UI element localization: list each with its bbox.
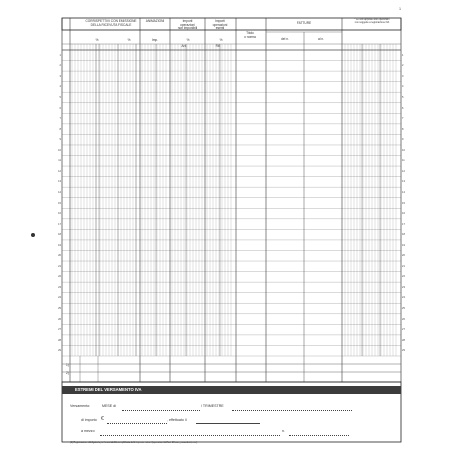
header-fatture-al: al n.	[317, 37, 325, 41]
row-number: 24	[58, 296, 61, 300]
row-number: 6	[402, 106, 404, 110]
row-number: 15	[58, 201, 61, 205]
effettuata-label: , effettuato il	[167, 418, 187, 422]
footnote: (1) Registrazione obbligatoria per la contabilità semplificata delle imprese minori (operazioni dell'art. 18 ecc.; procedenti, rec.)	[70, 442, 198, 444]
row-number: 25	[402, 307, 405, 311]
sub-art: Art.	[181, 44, 187, 48]
row-number: 11	[58, 159, 61, 163]
row-number: 26	[402, 317, 405, 321]
row-number: 15	[402, 201, 405, 205]
header-animazioni: ANIMAZIONI	[145, 19, 165, 23]
row-number: 1	[402, 53, 404, 57]
bottom-row-a: 1)	[66, 363, 69, 367]
header-fatture: FATTURE	[296, 21, 312, 25]
euro-symbol: €	[101, 416, 104, 422]
row-number: 9	[59, 138, 61, 142]
row-number: 20	[58, 254, 61, 258]
mezzo-number-field[interactable]	[289, 435, 349, 436]
sub-rif: Rif.	[215, 44, 221, 48]
row-number: 14	[58, 190, 61, 194]
sub-pct-1: %	[95, 38, 99, 42]
row-number: 1	[59, 53, 61, 57]
row-number: 2	[59, 64, 61, 68]
page-number: 1	[399, 7, 401, 11]
row-number: 24	[402, 296, 405, 300]
sub-pct-2: %	[127, 38, 131, 42]
row-number: 21	[402, 264, 405, 268]
binder-hole-icon	[31, 233, 35, 237]
importo-field[interactable]	[107, 423, 167, 424]
row-number: 3	[59, 74, 61, 78]
row-number: 27	[58, 328, 61, 332]
row-number: 8	[59, 127, 61, 131]
row-number: 29	[58, 349, 61, 353]
versamento-label: Versamento:	[70, 404, 91, 408]
row-number: 22	[402, 275, 405, 279]
row-number: 20	[402, 254, 405, 258]
row-number: 28	[402, 338, 405, 342]
header-importi-esenti: Importi operazioni esenti	[212, 19, 228, 31]
row-number: 27	[402, 328, 405, 332]
row-number: 11	[402, 159, 405, 163]
sub-imp: Imp.	[151, 38, 159, 42]
row-number: 19	[58, 243, 61, 247]
row-number: 3	[402, 74, 404, 78]
trimestre-field[interactable]	[232, 410, 352, 411]
mezzo-number-label: n.	[282, 429, 285, 433]
row-number: 13	[402, 180, 405, 184]
mese-field[interactable]	[122, 410, 200, 411]
header-corrispettivi: CORRISPETTIVI CON EMISSIONE DELLA RICEVUTA FISCALE	[85, 19, 137, 27]
bottom-row-b: 2)	[66, 371, 69, 375]
row-number: 19	[402, 243, 405, 247]
row-number: 13	[58, 180, 61, 184]
row-number: 14	[402, 190, 405, 194]
row-number: 17	[402, 222, 405, 226]
mezzo-label: a mezzo	[81, 429, 95, 433]
row-number: 4	[59, 85, 61, 89]
row-number: 18	[402, 233, 405, 237]
row-number: 9	[402, 138, 404, 142]
mese-label: MESE di	[102, 404, 116, 408]
row-number: 25	[58, 307, 61, 311]
row-number: 7	[402, 117, 404, 121]
row-number: 26	[58, 317, 61, 321]
sub-pct-4: %	[219, 38, 223, 42]
header-note: * Le voci apposte solo operazioni non soggette a registrazione IVA	[354, 18, 390, 24]
row-number: 28	[58, 338, 61, 342]
row-number: 10	[58, 148, 61, 152]
row-number: 17	[58, 222, 61, 226]
row-number: 22	[58, 275, 61, 279]
row-number: 8	[402, 127, 404, 131]
row-number: 4	[402, 85, 404, 89]
row-number: 21	[58, 264, 61, 268]
row-number: 16	[58, 212, 61, 216]
importo-label: di importo	[81, 418, 97, 422]
row-number: 10	[402, 148, 405, 152]
header-importi-operazioni: Importi operazioni non imponibili	[177, 19, 198, 31]
row-number: 29	[402, 349, 405, 353]
sub-pct-3: %	[186, 38, 190, 42]
row-number: 12	[58, 169, 61, 173]
effettuata-date-field[interactable]	[196, 416, 260, 424]
row-number: 23	[402, 285, 405, 289]
estremi-title: ESTREMI DEL VERSAMENTO IVA	[75, 387, 142, 392]
row-number: 6	[59, 106, 61, 110]
header-fatture-del: del n.	[281, 37, 289, 41]
row-number: 2	[402, 64, 404, 68]
row-number: 12	[402, 169, 405, 173]
header-titolo: Titolo o norma	[244, 31, 256, 39]
row-number: 5	[59, 95, 61, 99]
mezzo-field[interactable]	[100, 435, 280, 436]
row-number: 23	[58, 285, 61, 289]
row-number: 5	[402, 95, 404, 99]
row-number: 16	[402, 212, 405, 216]
row-number: 18	[58, 233, 61, 237]
row-number: 7	[59, 117, 61, 121]
trimestre-label: / TRIMESTRE	[201, 404, 224, 408]
